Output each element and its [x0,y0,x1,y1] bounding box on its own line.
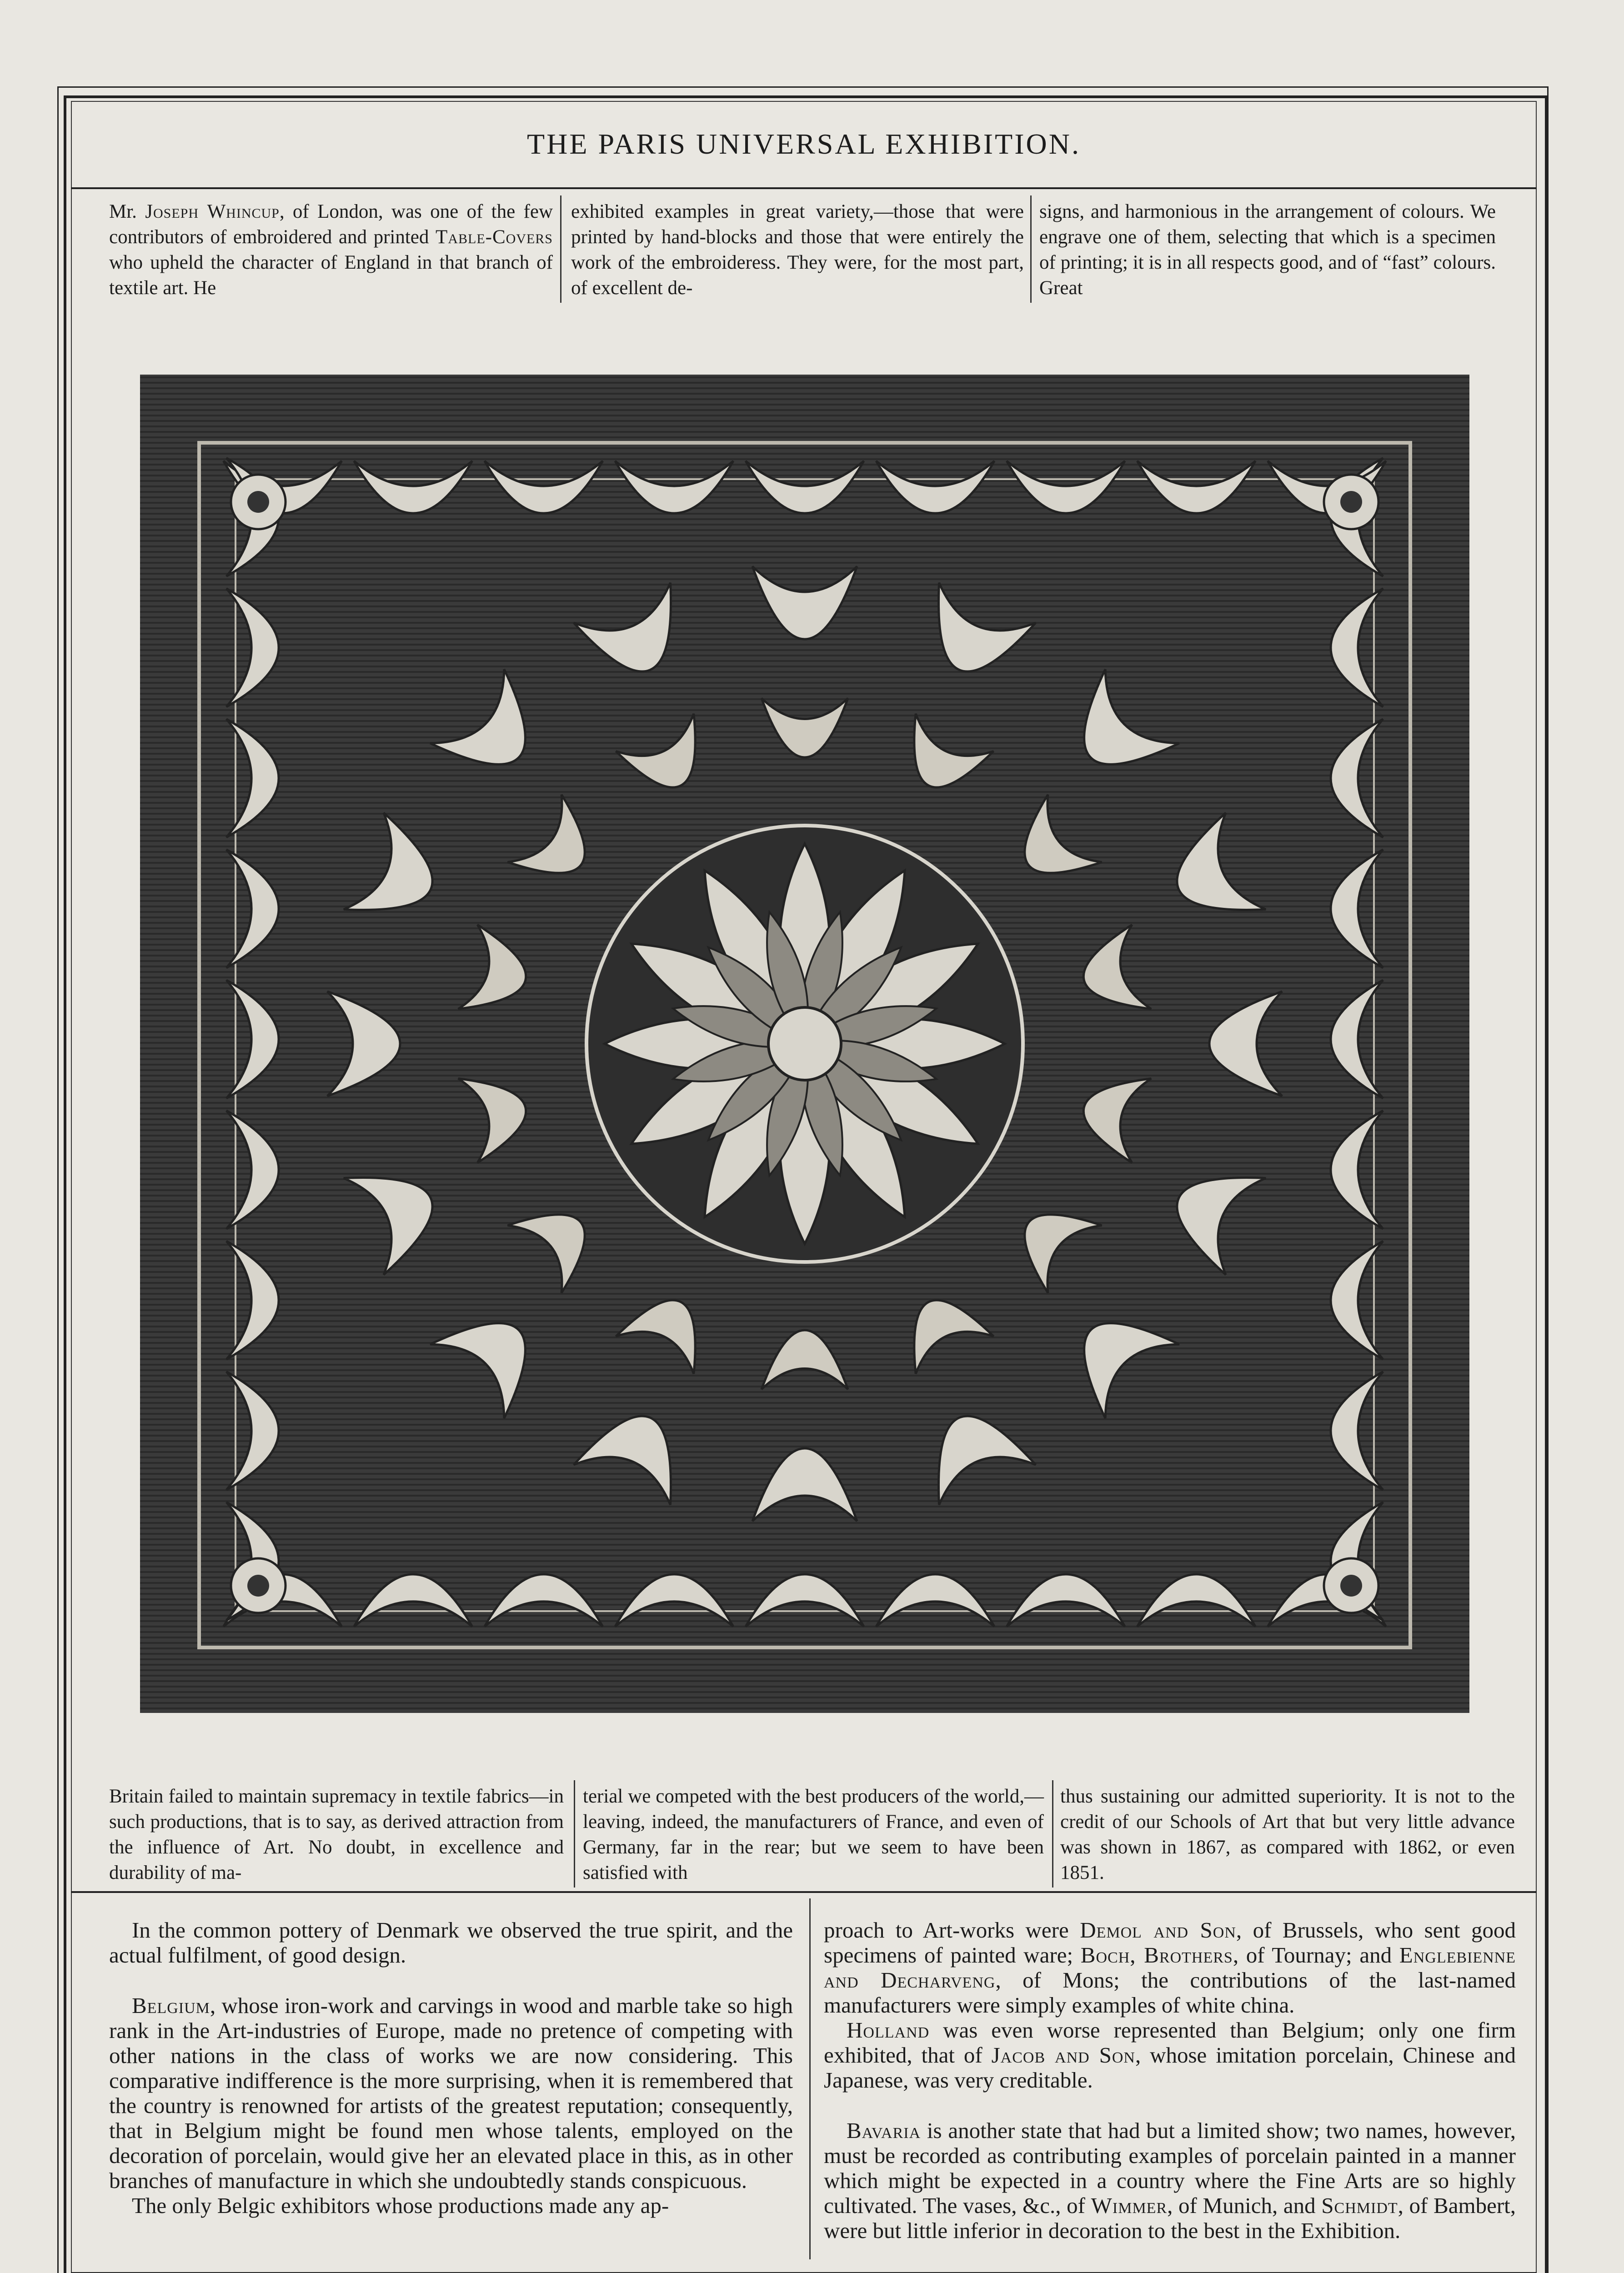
corner-rosette-center [247,491,269,513]
corner-rosette-center [1340,491,1362,513]
bottom-column-left: In the common pottery of Denmark we observed the true spirit, and the actual fulfilment, of good design. Belgium, whose iron-work and carvings in wood and marble take so high rank in the Art-industries of Europe, made no pretence of competing with other nations in the class of works we are now considering. This comparative indifference is the more surprising, when it is remembered that the country is renowned for artists of the greatest reputation; consequently, that in Belgium might be found men whose talents, employed on the decoration of porcelain, would give her an elevated place in this, as in other branches of manufacture in which she undoubtedly stands conspicuous. The only Belgic exhibitors whose productions made any ap- [109,1918,793,2218]
column-divider [560,195,561,303]
column-divider [574,1780,575,1887]
top-column-3: signs, and harmonious in the arrangement of colours. We engrave one of them, selecting that which is a specimen of printing; it is in all respects good, and of “fast” colours. Great [1039,201,1496,299]
column-divider [809,1898,811,2259]
table-cover-ornament [140,375,1469,1713]
top-column-2: exhibited examples in great variety,—those that were printed by hand-blocks and those that were entirely the work of the embroideress. They were, for the most part, of excellent de- [571,201,1024,299]
bottom-column-right: proach to Art-works were Demol and Son, of Brussels, who sent good specimens of painted ware; Boch, Brothers, of Tournay; and Englebienne and Decharveng, of Mons; the contributions of the last-named manufacturers were simply examples of white china. Holland was even worse represented than Belgium; only one firm exhibited, that of Jacob and Son, whose imitation porcelain, Chinese and Japanese, was very creditable. Bavaria is another state that had but a limited show; two names, however, must be recorded as contributing examples of porcelain painted in a manner which might be expected in a country where the Fine Arts are so highly cultivated. The vases, &c., of Wimmer, of Munich, and Schmidt, of Bambert, were but little inferior in decoration to the best in the Exhibition. [824,1918,1516,2243]
table-cover-engraving [140,375,1469,1713]
corner-rosette-center [247,1575,269,1597]
caption-column-1: Britain failed to maintain supremacy in textile fabrics—in such productions, that is to say, as derived attraction from the influence of Art. No doubt, in excellence and durability of ma- [109,1786,564,1883]
medallion-center [768,1007,841,1080]
caption-column-3: thus sustaining our admitted superiority. It is not to the credit of our Schools of Art that but very little advance was shown in 1867, as compared with 1862, or even 1851. [1060,1786,1515,1883]
corner-rosette-center [1340,1575,1362,1597]
section-rule [71,1891,1537,1893]
page-title: THE PARIS UNIVERSAL EXHIBITION. [527,128,1081,160]
column-divider [1030,195,1032,303]
column-divider [1052,1780,1053,1887]
title-rule [71,187,1537,189]
top-column-1: Mr. Joseph Whincup, of London, was one of the few contributors of embroidered and printed Table-Covers who upheld the character of England in that branch of textile art. He [109,201,553,299]
caption-column-2: terial we competed with the best producers of the world,—leaving, indeed, the manufacturers of France, and even of Germany, far in the rear; but we seem to have been satisfied with [583,1786,1044,1883]
